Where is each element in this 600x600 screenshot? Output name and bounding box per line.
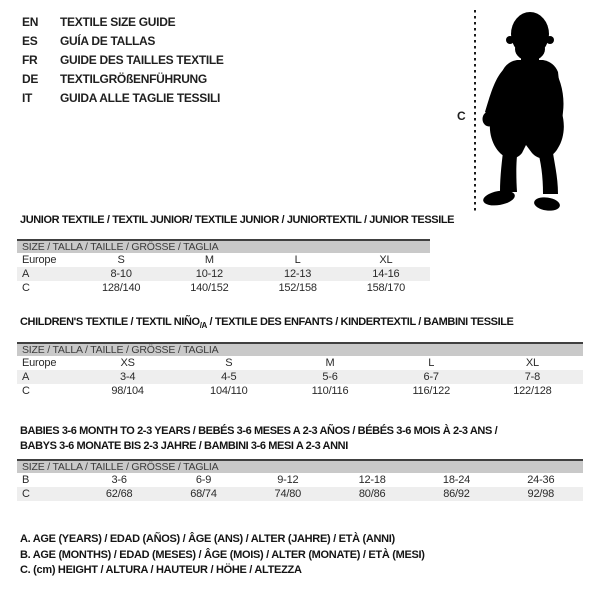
table-row	[17, 267, 430, 281]
childrens-title-sub: /A	[199, 321, 207, 331]
table-cell: 3-6	[111, 474, 127, 486]
table-cell: 14-16	[372, 268, 400, 280]
size-header-bar: SIZE / TALLA / TAILLE / GRÖSSE / TAGLIA	[17, 239, 430, 253]
column-header: Europe	[22, 357, 57, 369]
column-header: XL	[525, 357, 539, 369]
table-cell: 128/140	[101, 282, 141, 294]
table-cell: 68/74	[190, 488, 217, 500]
language-title: GUÍA DE TALLAS	[60, 34, 156, 48]
row-label: A	[22, 268, 30, 280]
language-title: TEXTILE SIZE GUIDE	[60, 15, 176, 29]
table-header-row	[17, 253, 430, 267]
column-header: S	[225, 357, 233, 369]
table-cell: 8-10	[110, 268, 132, 280]
row-label: B	[22, 474, 30, 486]
language-row	[22, 51, 224, 70]
table-cell: 140/152	[190, 282, 229, 294]
notes-block	[20, 532, 425, 579]
language-title: TEXTILGRÖßENFÜHRUNG	[60, 72, 207, 86]
table-cell: 152/158	[278, 282, 317, 294]
table-cell: 4-5	[221, 371, 237, 383]
row-label: C	[22, 385, 30, 397]
table-cell: 10-12	[195, 268, 223, 280]
note-line-a: A. AGE (YEARS) / EDAD (AÑOS) / ÂGE (ANS) / ALTER (JAHRE) / ETÀ (ANNI)	[20, 533, 395, 545]
language-title: GUIDE DES TAILLES TEXTILE	[60, 53, 224, 67]
table-cell: 12-13	[284, 268, 312, 280]
language-code: IT	[22, 91, 33, 105]
table-cell: 3-4	[119, 371, 136, 383]
table-cell: 6-9	[195, 474, 212, 486]
table-cell: 98/104	[111, 385, 144, 397]
column-header: XL	[379, 254, 393, 266]
childrens-title-main: CHILDREN'S TEXTILE / TEXTIL NIÑO	[20, 316, 200, 328]
childrens-title-rest: / TEXTILE DES ENFANTS / KINDERTEXTIL / BAMBINI TESSILE	[206, 316, 514, 328]
table-row	[17, 281, 430, 295]
childrens-size-table	[17, 342, 583, 398]
baby-silhouette	[470, 6, 574, 214]
note-line-c: C. (cm) HEIGHT / ALTURA / HAUTEUR / HÖHE / ALTEZZA	[20, 564, 302, 576]
table-row	[17, 473, 583, 487]
column-header: Europe	[22, 254, 57, 266]
height-label-c: C	[457, 109, 466, 123]
table-cell: 104/110	[210, 385, 248, 397]
junior-size-table	[17, 239, 430, 295]
table-cell: 7-8	[524, 371, 541, 383]
table-row	[17, 384, 583, 398]
language-title: GUIDA ALLE TAGLIE TESSILI	[60, 91, 221, 105]
row-label: C	[22, 282, 30, 294]
language-row	[22, 13, 224, 32]
table-cell: 62/68	[105, 488, 133, 500]
language-code: FR	[22, 53, 38, 67]
babies-section-title-line1: BABIES 3-6 MONTH TO 2-3 YEARS / BEBÉS 3-6 MESES A 2-3 AÑOS / BÉBÉS 3-6 MOIS À 2-3 ANS /	[20, 425, 498, 437]
table-header-row	[17, 356, 583, 370]
table-cell: 86/92	[443, 488, 470, 500]
babies-section-title-line2: BABYS 3-6 MONATE BIS 2-3 JAHRE / BAMBINI 3-6 MESI A 2-3 ANNI	[20, 440, 348, 452]
language-code: DE	[22, 72, 39, 86]
table-cell: 12-18	[358, 474, 386, 486]
language-row	[22, 70, 224, 89]
table-cell: 74/80	[274, 488, 302, 500]
language-row	[22, 32, 224, 51]
row-label: A	[22, 371, 30, 383]
column-header: S	[117, 254, 125, 266]
note-line-b: B. AGE (MONTHS) / EDAD (MESES) / ÂGE (MOIS) / ALTER (MONATE) / ETÀ (MESI)	[20, 548, 425, 561]
size-header-bar: SIZE / TALLA / TAILLE / GRÖSSE / TAGLIA	[17, 459, 583, 473]
language-code: ES	[22, 34, 38, 48]
row-label: C	[22, 488, 30, 500]
table-cell: 122/128	[513, 385, 552, 397]
table-cell: 116/122	[412, 385, 450, 397]
table-row	[17, 487, 583, 501]
column-header: XS	[120, 357, 135, 369]
table-cell: 6-7	[423, 371, 439, 383]
childrens-section-title	[20, 316, 514, 330]
column-header: M	[325, 357, 335, 369]
table-cell: 18-24	[442, 474, 471, 486]
table-cell: 9-12	[277, 474, 299, 486]
table-cell: 80/86	[358, 488, 386, 500]
language-row	[22, 89, 224, 108]
size-header-bar: SIZE / TALLA / TAILLE / GRÖSSE / TAGLIA	[17, 342, 583, 356]
table-row	[17, 370, 583, 384]
table-cell: 92/98	[527, 488, 555, 500]
table-cell: 158/170	[366, 282, 406, 294]
junior-section-title: JUNIOR TEXTILE / TEXTIL JUNIOR/ TEXTILE JUNIOR / JUNIORTEXTIL / JUNIOR TESSILE	[20, 214, 455, 226]
column-header: L	[294, 254, 301, 266]
languages-block	[22, 13, 224, 108]
table-cell: 110/116	[311, 385, 349, 397]
language-code: EN	[22, 15, 39, 29]
table-cell: 24-36	[527, 474, 555, 486]
table-cell: 5-6	[322, 371, 338, 383]
column-header: M	[204, 254, 214, 266]
babies-size-table	[17, 459, 583, 501]
column-header: L	[428, 357, 435, 369]
